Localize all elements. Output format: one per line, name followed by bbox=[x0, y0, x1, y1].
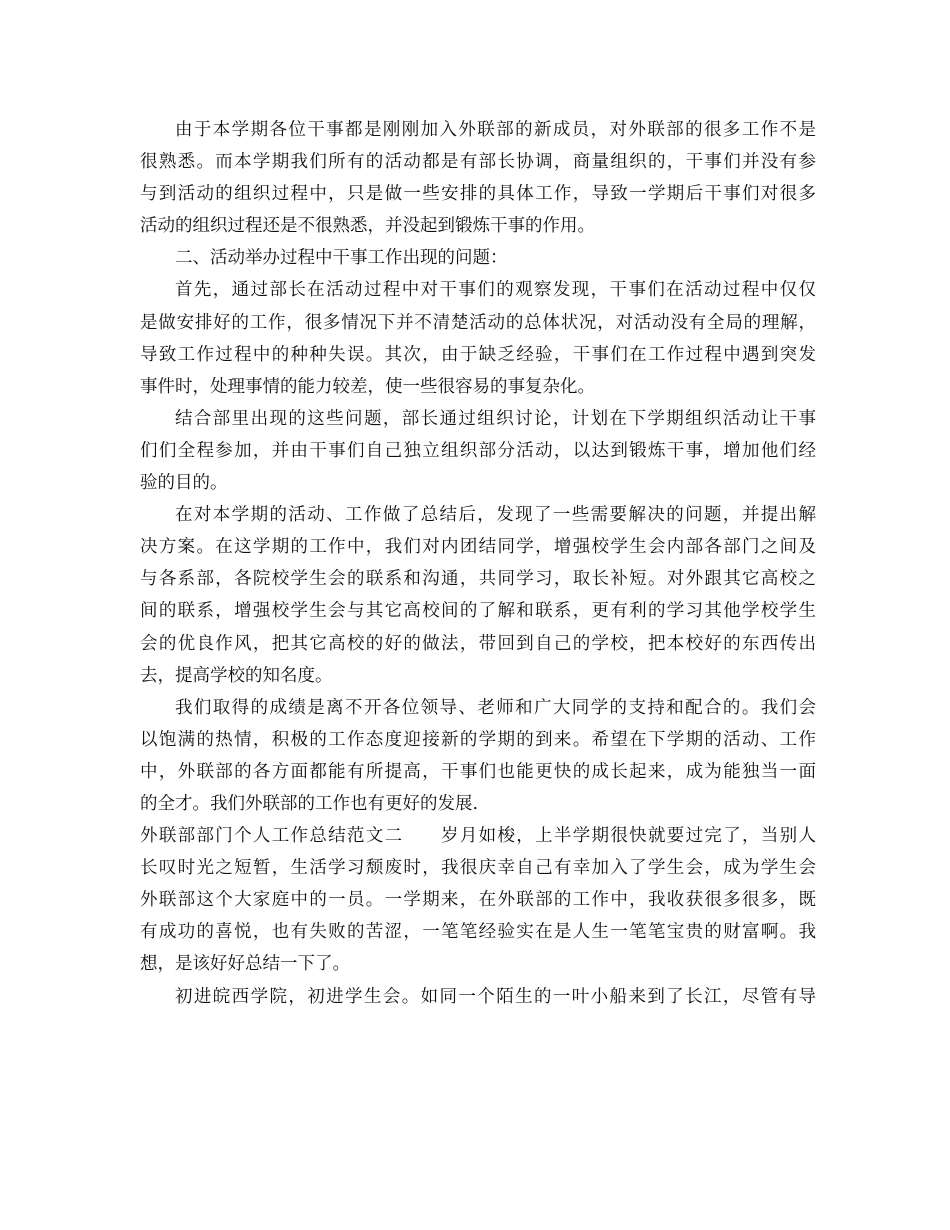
text-line: 间的联系，增强校学生会与其它高校间的了解和联系，更有利的学习其他学校学生 bbox=[140, 601, 816, 622]
text-line: 初进皖西学院，初进学生会。如同一个陌生的一叶小船来到了长江，尽管有导 bbox=[175, 986, 816, 1007]
text-line: 有成功的喜悦，也有失败的苦涩，一笔笔经验实在是人生一笔笔宝贵的财富啊。我 bbox=[140, 922, 816, 943]
text-line: 导致工作过程中的种种失误。其次，由于缺乏经验，干事们在工作过程中遇到突发 bbox=[140, 344, 816, 365]
text-line: 决方案。在这学期的工作中，我们对内团结同学，增强校学生会内部各部门之间及 bbox=[140, 537, 816, 558]
text-line: 会的优良作风，把其它高校的好的做法，带回到自己的学校，把本校好的东西传出 bbox=[140, 633, 816, 654]
text-line: 的全才。我们外联部的工作也有更好的发展. bbox=[140, 793, 479, 814]
text-line: 外联部这个大家庭中的一员。一学期来，在外联部的工作中，我收获很多很多，既 bbox=[140, 890, 816, 911]
text-line: 我们取得的成绩是离不开各位领导、老师和广大同学的支持和配合的。我们会 bbox=[175, 697, 816, 718]
text-line: 以饱满的热情，积极的工作态度迎接新的学期的到来。希望在下学期的活动、工作 bbox=[140, 729, 816, 750]
text-line: 们们全程参加，并由干事们自己独立组织部分活动，以达到锻炼干事，增加他们经 bbox=[140, 440, 816, 461]
text-line: 长叹时光之短暂，生活学习颓废时，我很庆幸自己有幸加入了学生会，成为学生会 bbox=[140, 858, 816, 879]
text-line: 由于本学期各位干事都是刚刚加入外联部的新成员，对外联部的很多工作不是 bbox=[175, 120, 816, 140]
text-line: 首先，通过部长在活动过程中对干事们的观察发现，干事们在活动过程中仅仅 bbox=[175, 280, 816, 301]
text-line: 想，是该好好总结一下了。 bbox=[140, 954, 350, 975]
text-line: 结合部里出现的这些问题，部长通过组织讨论，计划在下学期组织活动让干事 bbox=[175, 408, 816, 429]
text-line: 与到活动的组织过程中，只是做一些安排的具体工作，导致一学期后干事们对很多 bbox=[140, 184, 816, 205]
text-line: 与各系部，各院校学生会的联系和沟通，共同学习，取长补短。对外跟其它高校之 bbox=[140, 569, 816, 590]
text-line: 事件时，处理事情的能力较差，使一些很容易的事复杂化。 bbox=[140, 376, 595, 397]
text-line: 是做安排好的工作，很多情况下并不清楚活动的总体状况，对活动没有全局的理解， bbox=[140, 312, 816, 333]
document-body bbox=[140, 114, 816, 1013]
text-line: 在对本学期的活动、工作做了总结后，发现了一些需要解决的问题，并提出解 bbox=[175, 505, 816, 526]
text-line: 验的目的。 bbox=[140, 473, 228, 494]
text-line: 活动的组织过程还是不很熟悉，并没起到锻炼干事的作用。 bbox=[140, 216, 595, 237]
text-line: 二、活动举办过程中干事工作出现的问题： bbox=[175, 248, 508, 269]
text-line: 中，外联部的各方面都能有所提高，干事们也能更快的成长起来，成为能独当一面 bbox=[140, 761, 816, 782]
text-line: 去，提高学校的知名度。 bbox=[140, 665, 333, 686]
text-line: 外联部部门个人工作总结范文二 岁月如梭，上半学期很快就要过完了，当别人 bbox=[140, 826, 816, 847]
text-line: 很熟悉。而本学期我们所有的活动都是有部长协调，商量组织的，干事们并没有参 bbox=[140, 152, 816, 173]
